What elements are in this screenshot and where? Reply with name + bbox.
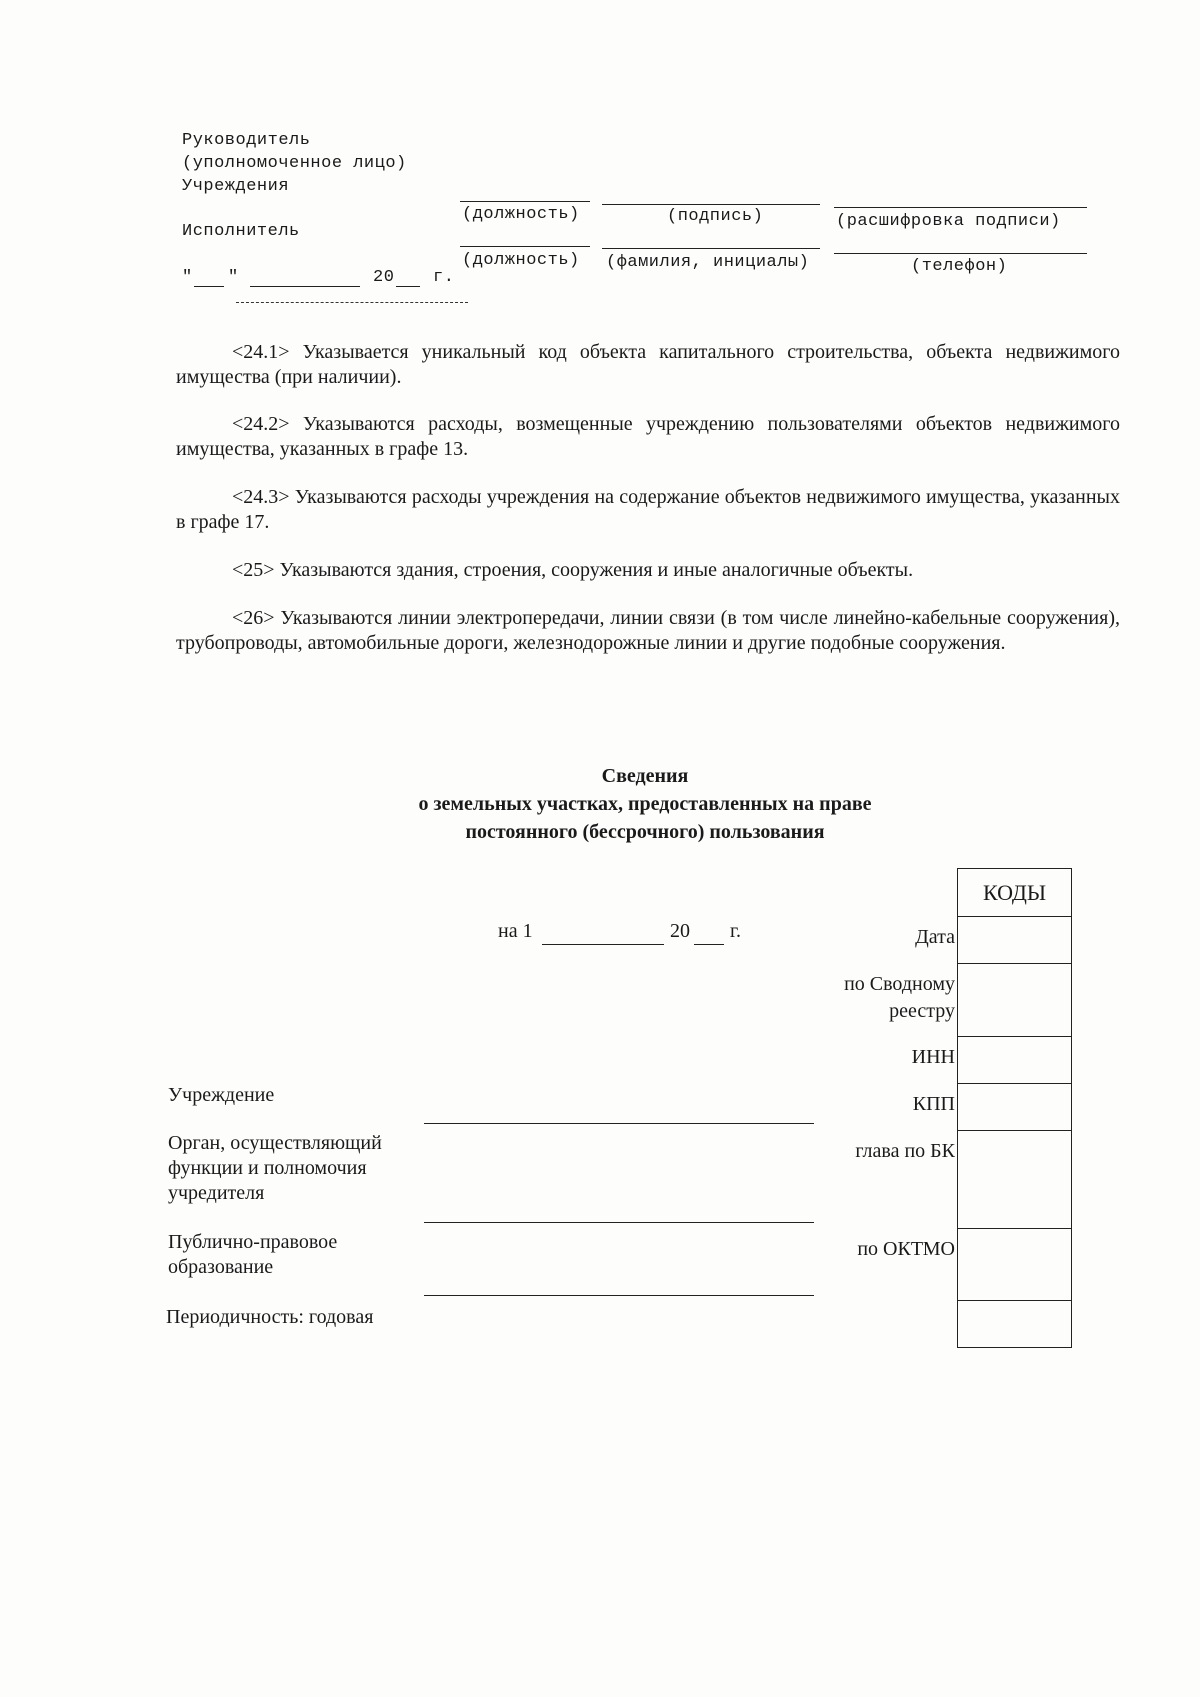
form-title-line2: о земельных участках, предоставленных на праве: [418, 793, 872, 815]
footnote-26: <26> Указываются линии электропередачи, линии связи (в том числе линейно-кабельные сооружения), трубопроводы, автомобильные дороги, железнодорожные линии и другие подобные сооружения.: [176, 607, 1120, 654]
form-title-line3: постоянного (бессрочного) пользования: [465, 821, 825, 843]
label-registry-2: реестру: [889, 1000, 955, 1022]
date-year-suffix: г.: [433, 268, 455, 287]
caption-signature: (подпись): [667, 207, 764, 226]
form-title-line1: Сведения: [601, 765, 689, 787]
label-inn: ИНН: [911, 1046, 955, 1068]
date-quote-close: ": [228, 268, 239, 287]
label-organ-1: Орган, осуществляющий: [168, 1132, 382, 1154]
label-registry-1: по Сводному: [844, 973, 955, 995]
caption-position-1: (должность): [462, 205, 580, 224]
head-label-line3: Учреждения: [182, 177, 290, 196]
label-periodicity: Периодичность: годовая: [166, 1306, 374, 1328]
footnote-25: <25> Указываются здания, строения, сооружения и иные аналогичные объекты.: [232, 559, 914, 581]
date-day-line[interactable]: [194, 286, 224, 287]
position-line-2[interactable]: [460, 246, 590, 247]
date-month-line[interactable]: [250, 286, 360, 287]
head-label-line2: (уполномоченное лицо): [182, 154, 407, 173]
footnote-separator: [236, 302, 468, 303]
label-organ-2: функции и полномочия: [168, 1157, 367, 1179]
label-chapter: глава по БК: [855, 1140, 955, 1162]
code-cell-date[interactable]: [958, 916, 1071, 963]
code-cell-oktmo[interactable]: [958, 1228, 1071, 1300]
organ-line[interactable]: [424, 1222, 814, 1223]
signature-line[interactable]: [602, 204, 820, 205]
label-public-2: образование: [168, 1256, 274, 1278]
date-quote-open: ": [182, 268, 193, 287]
label-organ-3: учредителя: [168, 1182, 265, 1204]
code-cell-registry[interactable]: [958, 963, 1071, 1036]
code-cell-inn[interactable]: [958, 1036, 1071, 1083]
date-year-line[interactable]: [396, 286, 420, 287]
form-title: [340, 762, 950, 846]
label-public-1: Публично-правовое: [168, 1231, 338, 1253]
position-line-1[interactable]: [460, 201, 590, 202]
code-cell-kpp[interactable]: [958, 1083, 1071, 1130]
report-date-year: 20: [670, 920, 690, 942]
decoding-line[interactable]: [834, 207, 1087, 208]
label-kpp: КПП: [912, 1093, 955, 1115]
label-institution: Учреждение: [168, 1084, 275, 1106]
caption-name: (фамилия, инициалы): [606, 253, 810, 272]
code-cell-periodicity[interactable]: [958, 1300, 1071, 1347]
label-date: Дата: [915, 926, 955, 948]
caption-phone: (телефон): [911, 257, 1008, 276]
code-cell-chapter[interactable]: [958, 1130, 1071, 1228]
head-label-line1: Руководитель: [182, 131, 311, 150]
footnote-24-1: <24.1> Указывается уникальный код объекта капитального строительства, объекта недвижимого имущества (при наличии).: [176, 341, 1120, 388]
institution-line[interactable]: [424, 1123, 814, 1124]
codes-header: КОДЫ: [982, 879, 1047, 905]
executor-label: Исполнитель: [182, 222, 300, 241]
report-date-month-line[interactable]: [542, 944, 664, 945]
date-year-prefix: 20: [373, 268, 395, 287]
report-date-prefix: на 1: [498, 920, 533, 942]
caption-position-2: (должность): [462, 251, 580, 270]
label-oktmo: по ОКТМО: [857, 1238, 955, 1260]
caption-decoding: (расшифровка подписи): [836, 212, 1061, 231]
name-line[interactable]: [602, 248, 820, 249]
footnote-24-3: <24.3> Указываются расходы учреждения на содержание объектов недвижимого имущества, указанных в графе 17.: [176, 486, 1120, 533]
public-line[interactable]: [424, 1295, 814, 1296]
report-date-year-line[interactable]: [694, 944, 724, 945]
phone-line[interactable]: [834, 253, 1087, 254]
codes-column: [957, 868, 1072, 1348]
report-date-suffix: г.: [730, 920, 741, 942]
footnote-24-2: <24.2> Указываются расходы, возмещенные учреждению пользователями объектов недвижимого имущества, указанных в графе 13.: [176, 413, 1120, 460]
